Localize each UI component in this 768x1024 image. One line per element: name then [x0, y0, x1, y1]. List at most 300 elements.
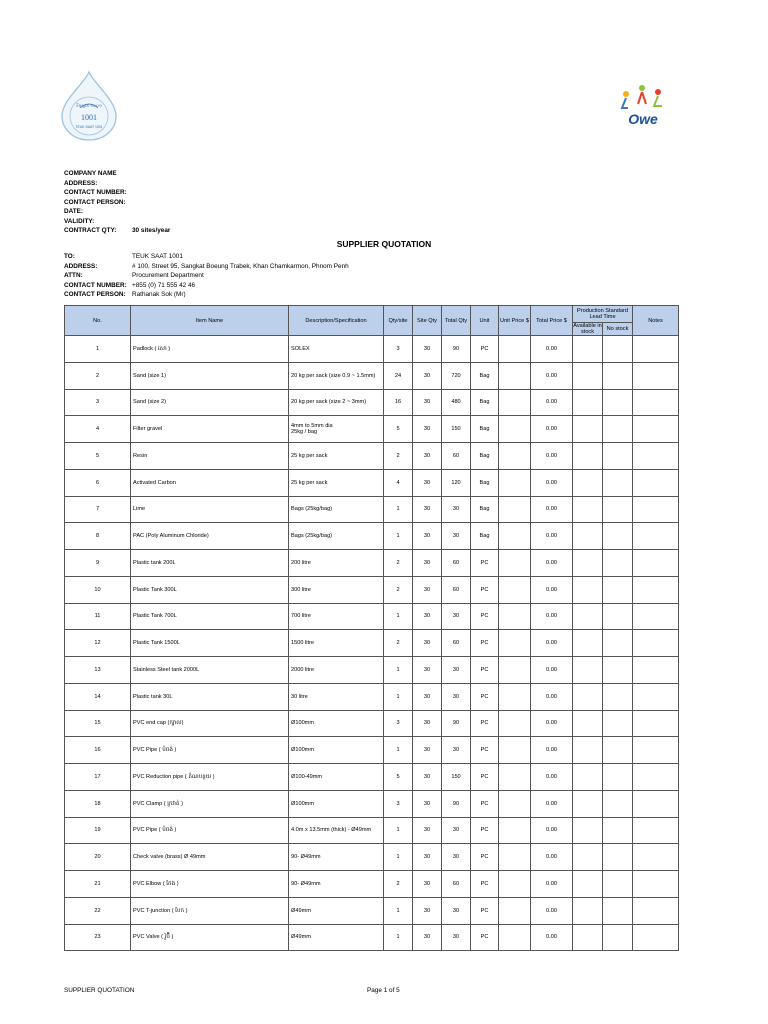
notes-cell: [633, 817, 679, 844]
table-row: [65, 443, 679, 470]
unit-price-cell: [499, 496, 531, 523]
item-name-cell: PVC end cap (​ក្បាល): [131, 710, 289, 737]
qty-per-site-cell: 1: [384, 523, 413, 550]
notes-cell: [633, 710, 679, 737]
site-qty-cell: 30: [413, 710, 442, 737]
header-item-name: Item Name: [131, 306, 289, 336]
unit-cell: PC: [471, 576, 499, 603]
description-cell: Ø100mm: [289, 737, 384, 764]
item-name-cell: PVC Pipe ( ​បំពង់ ): [131, 817, 289, 844]
total-qty-cell: 30: [442, 924, 471, 951]
qty-per-site-cell: 1: [384, 737, 413, 764]
unit-price-cell: [499, 523, 531, 550]
logo-top-text: ទឹកស្អាត ១០០១: [76, 103, 102, 108]
qty-per-site-cell: 1: [384, 924, 413, 951]
item-name-cell: Resin: [131, 443, 289, 470]
total-price-cell: 0.00: [531, 790, 573, 817]
description-cell: 20 kg per sack (size 2 ~ 3mm): [289, 389, 384, 416]
unit-price-cell: [499, 924, 531, 951]
total-qty-cell: 30: [442, 523, 471, 550]
description-cell: 1500 litre: [289, 630, 384, 657]
recipient-contact-number-value: +855 (0) 71 555 42 46: [132, 281, 196, 289]
total-qty-cell: 30: [442, 817, 471, 844]
site-qty-cell: 30: [413, 764, 442, 791]
qty-per-site-cell: 2: [384, 576, 413, 603]
notes-cell: [633, 603, 679, 630]
available-in-stock-cell: [573, 603, 603, 630]
available-in-stock-cell: [573, 362, 603, 389]
total-qty-cell: 60: [442, 871, 471, 898]
description-cell: 200 litre: [289, 550, 384, 577]
site-qty-cell: 30: [413, 336, 442, 363]
item-name-cell: PVC T-junction ( ​បែក ): [131, 897, 289, 924]
total-price-cell: 0.00: [531, 737, 573, 764]
total-qty-cell: 90: [442, 336, 471, 363]
item-name-cell: Filter gravel: [131, 416, 289, 443]
total-qty-cell: 60: [442, 550, 471, 577]
row-number-cell: 13: [65, 657, 131, 684]
no-stock-cell: [603, 576, 633, 603]
to-label: TO:: [64, 253, 75, 260]
footer-page-number: Page 1 of 5: [367, 987, 400, 994]
no-stock-cell: [603, 443, 633, 470]
site-qty-cell: 30: [413, 416, 442, 443]
no-stock-cell: [603, 924, 633, 951]
total-price-cell: 0.00: [531, 443, 573, 470]
qty-per-site-cell: 5: [384, 764, 413, 791]
unit-price-cell: [499, 897, 531, 924]
recipient-address-label: ADDRESS:: [64, 262, 98, 270]
available-in-stock-cell: [573, 817, 603, 844]
table-row: [65, 576, 679, 603]
available-in-stock-cell: [573, 416, 603, 443]
notes-cell: [633, 523, 679, 550]
item-name-cell: PVC Elbow ( ​កែង ): [131, 871, 289, 898]
item-name-cell: Padlock ( ​សោ ): [131, 336, 289, 363]
total-price-cell: 0.00: [531, 897, 573, 924]
available-in-stock-cell: [573, 657, 603, 684]
logo-number-text: 1001: [81, 113, 97, 122]
item-name-cell: Lime: [131, 496, 289, 523]
total-qty-cell: 30: [442, 844, 471, 871]
table-row: [65, 764, 679, 791]
item-name-cell: Sand (size 2): [131, 389, 289, 416]
table-row: [65, 790, 679, 817]
header-total-price: Total Price $: [531, 306, 573, 336]
qty-per-site-cell: 1: [384, 496, 413, 523]
company-name-label: COMPANY NAME: [64, 170, 117, 177]
available-in-stock-cell: [573, 897, 603, 924]
unit-cell: PC: [471, 603, 499, 630]
notes-cell: [633, 764, 679, 791]
description-cell: Ø100mm: [289, 790, 384, 817]
row-number-cell: 8: [65, 523, 131, 550]
attn-value: Procurement Department: [132, 272, 204, 279]
unit-cell: PC: [471, 817, 499, 844]
table-row: [65, 336, 679, 363]
row-number-cell: 23: [65, 924, 131, 951]
header-qty-site: Qty/site: [384, 306, 413, 336]
no-stock-cell: [603, 710, 633, 737]
site-qty-cell: 30: [413, 844, 442, 871]
description-cell: 700 litre: [289, 603, 384, 630]
header-lead-time: Production Standard Lead Time: [573, 306, 633, 323]
unit-price-cell: [499, 630, 531, 657]
total-qty-cell: 30: [442, 657, 471, 684]
notes-cell: [633, 790, 679, 817]
no-stock-cell: [603, 764, 633, 791]
item-name-cell: Activated Carbon: [131, 469, 289, 496]
description-cell: 90- Ø49mm: [289, 844, 384, 871]
header-notes: Notes: [633, 306, 679, 336]
site-qty-cell: 30: [413, 683, 442, 710]
unit-cell: PC: [471, 737, 499, 764]
row-number-cell: 16: [65, 737, 131, 764]
total-price-cell: 0.00: [531, 630, 573, 657]
total-qty-cell: 150: [442, 416, 471, 443]
description-cell: Bags (25kg/bag): [289, 496, 384, 523]
recipient-address-value: # 100, Street 95, Sangkat Boeung Trabek, Khan Chamkarmon, Phnom Penh: [132, 262, 349, 270]
available-in-stock-cell: [573, 790, 603, 817]
company-contact-number-label: CONTACT NUMBER:: [64, 189, 127, 196]
table-row: [65, 737, 679, 764]
unit-price-cell: [499, 389, 531, 416]
no-stock-cell: [603, 603, 633, 630]
total-price-cell: 0.00: [531, 764, 573, 791]
table-row: [65, 817, 679, 844]
unit-cell: PC: [471, 550, 499, 577]
notes-cell: [633, 737, 679, 764]
unit-price-cell: [499, 469, 531, 496]
qty-per-site-cell: 3: [384, 710, 413, 737]
total-qty-cell: 720: [442, 362, 471, 389]
available-in-stock-cell: [573, 683, 603, 710]
no-stock-cell: [603, 897, 633, 924]
row-number-cell: 17: [65, 764, 131, 791]
total-qty-cell: 60: [442, 443, 471, 470]
header-available-in-stock: Available in stock: [573, 323, 602, 335]
notes-cell: [633, 416, 679, 443]
total-price-cell: 0.00: [531, 336, 573, 363]
contract-qty-label: CONTRACT QTY:: [64, 227, 117, 234]
unit-cell: PC: [471, 657, 499, 684]
unit-price-cell: [499, 362, 531, 389]
total-price-cell: 0.00: [531, 362, 573, 389]
table-body: [65, 336, 679, 951]
item-name-cell: Plastic Tank 700L: [131, 603, 289, 630]
row-number-cell: 6: [65, 469, 131, 496]
total-price-cell: 0.00: [531, 389, 573, 416]
unit-cell: PC: [471, 844, 499, 871]
available-in-stock-cell: [573, 496, 603, 523]
qty-per-site-cell: 24: [384, 362, 413, 389]
available-in-stock-cell: [573, 924, 603, 951]
row-number-cell: 4: [65, 416, 131, 443]
header-no: No.: [65, 306, 131, 336]
available-in-stock-cell: [573, 389, 603, 416]
description-cell: 300 litre: [289, 576, 384, 603]
unit-price-cell: [499, 443, 531, 470]
available-in-stock-cell: [573, 710, 603, 737]
qty-per-site-cell: 16: [384, 389, 413, 416]
row-number-cell: 2: [65, 362, 131, 389]
qty-per-site-cell: 1: [384, 844, 413, 871]
total-qty-cell: 30: [442, 897, 471, 924]
available-in-stock-cell: [573, 764, 603, 791]
attn-label: ATTN:: [64, 272, 83, 279]
site-qty-cell: 30: [413, 389, 442, 416]
unit-price-cell: [499, 817, 531, 844]
total-qty-cell: 30: [442, 603, 471, 630]
description-cell: 30 litre: [289, 683, 384, 710]
description-cell: 4.0m x 13.5mm (thick) - Ø49mm: [289, 817, 384, 844]
available-in-stock-cell: [573, 737, 603, 764]
total-price-cell: 0.00: [531, 416, 573, 443]
notes-cell: [633, 336, 679, 363]
total-qty-cell: 60: [442, 630, 471, 657]
qty-per-site-cell: 2: [384, 630, 413, 657]
item-name-cell: Plastic tank 200L: [131, 550, 289, 577]
notes-cell: [633, 469, 679, 496]
item-name-cell: PAC (Poly Aluminum Chloride): [131, 523, 289, 550]
site-qty-cell: 30: [413, 576, 442, 603]
qty-per-site-cell: 1: [384, 603, 413, 630]
no-stock-cell: [603, 416, 633, 443]
no-stock-cell: [603, 657, 633, 684]
notes-cell: [633, 897, 679, 924]
unit-cell: PC: [471, 336, 499, 363]
contract-qty-value: 30 sites/year: [132, 227, 171, 234]
site-qty-cell: 30: [413, 630, 442, 657]
total-price-cell: 0.00: [531, 469, 573, 496]
logo-bottom-text: TEUK SAAT 1001: [75, 125, 103, 129]
total-qty-cell: 30: [442, 683, 471, 710]
available-in-stock-cell: [573, 336, 603, 363]
qty-per-site-cell: 2: [384, 443, 413, 470]
row-number-cell: 15: [65, 710, 131, 737]
row-number-cell: 22: [65, 897, 131, 924]
item-name-cell: Check valve (brass) Ø 49mm: [131, 844, 289, 871]
no-stock-cell: [603, 844, 633, 871]
available-in-stock-cell: [573, 469, 603, 496]
item-name-cell: Plastic Tank 300L: [131, 576, 289, 603]
row-number-cell: 21: [65, 871, 131, 898]
unit-price-cell: [499, 657, 531, 684]
unit-price-cell: [499, 336, 531, 363]
description-cell: Ø49mm: [289, 924, 384, 951]
header-total-qty: Total Qty: [442, 306, 471, 336]
unit-cell: Bag: [471, 389, 499, 416]
no-stock-cell: [603, 362, 633, 389]
notes-cell: [633, 550, 679, 577]
item-name-cell: PVC Pipe ( ​បំពង់ ): [131, 737, 289, 764]
total-price-cell: 0.00: [531, 710, 573, 737]
item-name-cell: Sand (size 1): [131, 362, 289, 389]
available-in-stock-cell: [573, 550, 603, 577]
qty-per-site-cell: 1: [384, 817, 413, 844]
available-in-stock-cell: [573, 576, 603, 603]
description-cell: 2000 litre: [289, 657, 384, 684]
table-row: [65, 683, 679, 710]
date-label: DATE:: [64, 208, 84, 215]
no-stock-cell: [603, 496, 633, 523]
unit-cell: PC: [471, 710, 499, 737]
header-site-qty: Site Qty: [413, 306, 442, 336]
unit-cell: Bag: [471, 362, 499, 389]
total-price-cell: 0.00: [531, 817, 573, 844]
no-stock-cell: [603, 389, 633, 416]
unit-price-cell: [499, 710, 531, 737]
notes-cell: [633, 362, 679, 389]
site-qty-cell: 30: [413, 737, 442, 764]
row-number-cell: 1: [65, 336, 131, 363]
recipient-info: [64, 252, 349, 300]
unit-cell: PC: [471, 764, 499, 791]
notes-cell: [633, 683, 679, 710]
site-qty-cell: 30: [413, 469, 442, 496]
notes-cell: [633, 389, 679, 416]
unit-cell: Bag: [471, 443, 499, 470]
site-qty-cell: 30: [413, 924, 442, 951]
qty-per-site-cell: 2: [384, 871, 413, 898]
row-number-cell: 19: [65, 817, 131, 844]
description-cell: Bags (25kg/bag): [289, 523, 384, 550]
unit-cell: PC: [471, 924, 499, 951]
company-address-label: ADDRESS:: [64, 179, 98, 187]
qty-per-site-cell: 1: [384, 683, 413, 710]
available-in-stock-cell: [573, 523, 603, 550]
unit-cell: Bag: [471, 469, 499, 496]
total-qty-cell: 90: [442, 710, 471, 737]
qty-per-site-cell: 1: [384, 657, 413, 684]
total-price-cell: 0.00: [531, 496, 573, 523]
total-price-cell: 0.00: [531, 523, 573, 550]
row-number-cell: 12: [65, 630, 131, 657]
qty-per-site-cell: 3: [384, 336, 413, 363]
table-row: [65, 389, 679, 416]
available-in-stock-cell: [573, 844, 603, 871]
available-in-stock-cell: [573, 630, 603, 657]
total-price-cell: 0.00: [531, 603, 573, 630]
site-qty-cell: 30: [413, 871, 442, 898]
total-qty-cell: 150: [442, 764, 471, 791]
description-cell: 25 kg per sack: [289, 443, 384, 470]
site-qty-cell: 30: [413, 443, 442, 470]
unit-cell: PC: [471, 871, 499, 898]
available-in-stock-cell: [573, 871, 603, 898]
total-qty-cell: 30: [442, 737, 471, 764]
total-qty-cell: 90: [442, 790, 471, 817]
table-row: [65, 523, 679, 550]
total-price-cell: 0.00: [531, 683, 573, 710]
row-number-cell: 10: [65, 576, 131, 603]
table-row: [65, 630, 679, 657]
unit-price-cell: [499, 603, 531, 630]
unit-price-cell: [499, 844, 531, 871]
item-name-cell: Plastic tank 30L: [131, 683, 289, 710]
total-price-cell: 0.00: [531, 924, 573, 951]
no-stock-cell: [603, 683, 633, 710]
total-price-cell: 0.00: [531, 844, 573, 871]
description-cell: 4mm to 5mm dia 25kg / bag: [289, 416, 384, 443]
no-stock-cell: [603, 630, 633, 657]
no-stock-cell: [603, 871, 633, 898]
total-price-cell: 0.00: [531, 657, 573, 684]
teuk-saat-logo: [58, 70, 120, 142]
item-name-cell: Stainless Steel tank 2000L: [131, 657, 289, 684]
unit-price-cell: [499, 576, 531, 603]
table-row: [65, 603, 679, 630]
total-qty-cell: 120: [442, 469, 471, 496]
site-qty-cell: 30: [413, 362, 442, 389]
table-row: [65, 657, 679, 684]
notes-cell: [633, 924, 679, 951]
site-qty-cell: 30: [413, 657, 442, 684]
no-stock-cell: [603, 790, 633, 817]
recipient-contact-number-label: CONTACT NUMBER:: [64, 281, 127, 289]
total-price-cell: 0.00: [531, 871, 573, 898]
unit-cell: Bag: [471, 496, 499, 523]
notes-cell: [633, 871, 679, 898]
owe-logo-text: Owe: [628, 111, 658, 127]
unit-cell: Bag: [471, 416, 499, 443]
total-qty-cell: 30: [442, 496, 471, 523]
site-qty-cell: 30: [413, 523, 442, 550]
total-price-cell: 0.00: [531, 576, 573, 603]
item-name-cell: PVC Clamp ( ​ក្រវាត់ ): [131, 790, 289, 817]
row-number-cell: 5: [65, 443, 131, 470]
header-no-stock: No stock: [603, 323, 633, 336]
description-cell: Ø49mm: [289, 897, 384, 924]
notes-cell: [633, 443, 679, 470]
site-qty-cell: 30: [413, 897, 442, 924]
validity-label: VALIDITY:: [64, 217, 95, 225]
description-cell: 90- Ø49mm: [289, 871, 384, 898]
unit-cell: Bag: [471, 523, 499, 550]
row-number-cell: 11: [65, 603, 131, 630]
notes-cell: [633, 630, 679, 657]
description-cell: Ø100mm: [289, 710, 384, 737]
row-number-cell: 3: [65, 389, 131, 416]
unit-cell: PC: [471, 683, 499, 710]
description-cell: SOLEX: [289, 336, 384, 363]
header-description: Description/Specification: [289, 306, 384, 336]
item-name-cell: Plastic Tank 1500L: [131, 630, 289, 657]
unit-price-cell: [499, 871, 531, 898]
header-unit-price: Unit Price $: [499, 306, 531, 336]
no-stock-cell: [603, 550, 633, 577]
unit-cell: PC: [471, 630, 499, 657]
unit-cell: PC: [471, 790, 499, 817]
table-row: [65, 362, 679, 389]
owe-logo: [612, 80, 674, 130]
no-stock-cell: [603, 817, 633, 844]
recipient-contact-person-value: Rathanak Sok (Mr): [132, 291, 186, 298]
recipient-contact-person-label: CONTACT PERSON:: [64, 291, 126, 298]
notes-cell: [633, 657, 679, 684]
table-row: [65, 844, 679, 871]
total-qty-cell: 480: [442, 389, 471, 416]
unit-price-cell: [499, 790, 531, 817]
unit-price-cell: [499, 764, 531, 791]
table-row: [65, 897, 679, 924]
site-qty-cell: 30: [413, 550, 442, 577]
table-row: [65, 416, 679, 443]
qty-per-site-cell: 3: [384, 790, 413, 817]
header-unit: Unit: [471, 306, 499, 336]
notes-cell: [633, 496, 679, 523]
item-name-cell: PVC Reduction pipe ( ​តំណបន្ថយ ): [131, 764, 289, 791]
